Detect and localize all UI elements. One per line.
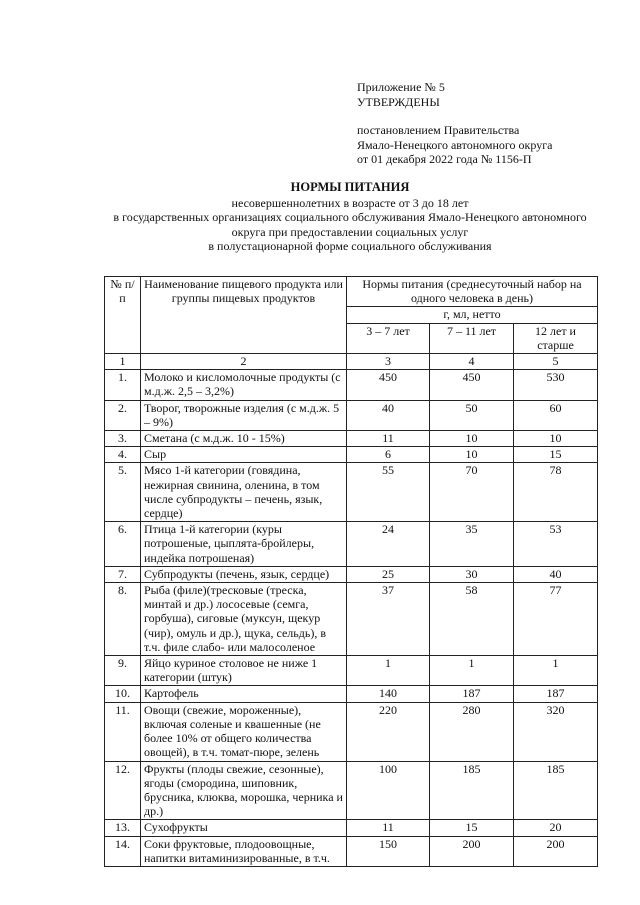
norm-age-7-11: 70 (430, 463, 514, 522)
norm-age-12-plus: 200 (514, 836, 598, 866)
norm-age-3-7: 25 (347, 566, 430, 582)
header-age-12-plus: 12 лет и старше (514, 323, 598, 353)
norm-age-3-7: 6 (347, 447, 430, 463)
norm-age-12-plus: 53 (514, 522, 598, 567)
norm-age-7-11: 10 (430, 447, 514, 463)
norm-age-7-11: 200 (430, 836, 514, 866)
norm-age-3-7: 55 (347, 463, 430, 522)
norm-age-12-plus: 10 (514, 431, 598, 447)
norm-age-12-plus: 15 (514, 447, 598, 463)
table-row (105, 566, 598, 582)
norm-age-7-11: 187 (430, 686, 514, 702)
table-row (105, 656, 598, 686)
header-row (105, 277, 598, 307)
norm-age-7-11: 10 (430, 431, 514, 447)
row-number: 13. (105, 820, 141, 836)
row-number: 1. (105, 370, 141, 400)
norm-age-12-plus: 60 (514, 400, 598, 430)
norm-age-7-11: 1 (430, 656, 514, 686)
norm-age-3-7: 150 (347, 836, 430, 866)
product-name: Молоко и кисломолочные продукты (с м.д.ж. 2,5 – 3,2%) (141, 370, 347, 400)
table-row (105, 761, 598, 820)
product-name: Сметана (с м.д.ж. 10 - 15%) (141, 431, 347, 447)
product-name: Овощи (свежие, мороженные), включая соленые и квашенные (не более 10% от общего количества овощей), в т.ч. томат-пюре, зелень (141, 702, 347, 761)
resolution-line: постановлением Правительства (357, 123, 520, 137)
resolution-date: от 01 декабря 2022 года № 1156-П (357, 152, 532, 166)
norm-age-3-7: 37 (347, 583, 430, 656)
index-cell: 5 (514, 354, 598, 370)
index-cell: 4 (430, 354, 514, 370)
approval-block (357, 80, 627, 167)
index-cell: 3 (347, 354, 430, 370)
norm-age-3-7: 11 (347, 431, 430, 447)
index-cell: 1 (105, 354, 141, 370)
column-index-row (105, 354, 598, 370)
norm-age-7-11: 280 (430, 702, 514, 761)
norm-age-3-7: 450 (347, 370, 430, 400)
norm-age-3-7: 220 (347, 702, 430, 761)
product-name: Мясо 1-й категории (говядина, нежирная свинина, оленина, в том числе субпродукты – печень, язык, сердце) (141, 463, 347, 522)
norm-age-3-7: 40 (347, 400, 430, 430)
norm-age-7-11: 450 (430, 370, 514, 400)
norm-age-12-plus: 185 (514, 761, 598, 820)
norm-age-7-11: 35 (430, 522, 514, 567)
norm-age-3-7: 24 (347, 522, 430, 567)
table-row (105, 583, 598, 656)
product-name: Творог, творожные изделия (с м.д.ж. 5 – 9%) (141, 400, 347, 430)
subtitle-line-3: округа при предоставлении социальных услуг (231, 224, 469, 239)
appendix-label: Приложение № 5 (357, 80, 445, 94)
product-name: Картофель (141, 686, 347, 702)
row-number: 3. (105, 431, 141, 447)
document-title: НОРМЫ ПИТАНИЯ (290, 180, 410, 194)
row-number: 8. (105, 583, 141, 656)
index-cell: 2 (141, 354, 347, 370)
product-name: Сыр (141, 447, 347, 463)
norm-age-3-7: 11 (347, 820, 430, 836)
norm-age-12-plus: 20 (514, 820, 598, 836)
header-num: № п/п (105, 277, 141, 354)
product-name: Рыба (филе)(тресковые (треска, минтай и др.) лососевые (семга, горбуша), сиговые (муксун, щекур (чир), омуль и др.), щука, сельдь), в т.ч. филе слабо- или малосоленое (141, 583, 347, 656)
norm-age-7-11: 30 (430, 566, 514, 582)
region-line: Ямало-Ненецкого автономного округа (357, 137, 553, 152)
row-number: 7. (105, 566, 141, 582)
norm-age-12-plus: 1 (514, 656, 598, 686)
norm-age-7-11: 185 (430, 761, 514, 820)
product-name: Птица 1-й категории (куры потрошеные, цыплята-бройлеры, индейка потрошеная) (141, 522, 347, 567)
table-row (105, 820, 598, 836)
norm-age-12-plus: 78 (514, 463, 598, 522)
product-name: Яйцо куриное столовое не ниже 1 категории (штук) (141, 656, 347, 686)
product-name: Соки фруктовые, плодоовощные, напитки витаминизированные, в т.ч. (141, 836, 347, 866)
norm-age-3-7: 100 (347, 761, 430, 820)
norm-age-3-7: 1 (347, 656, 430, 686)
header-unit: г, мл, нетто (347, 307, 598, 323)
norm-age-12-plus: 187 (514, 686, 598, 702)
header-age-3-7: 3 – 7 лет (347, 323, 430, 353)
product-name: Сухофрукты (141, 820, 347, 836)
table-row (105, 702, 598, 761)
row-number: 4. (105, 447, 141, 463)
table-row (105, 463, 598, 522)
norm-age-7-11: 58 (430, 583, 514, 656)
header-norms: Нормы питания (среднесуточный набор на одного человека в день) (347, 277, 598, 307)
norm-age-3-7: 140 (347, 686, 430, 702)
table-row (105, 522, 598, 567)
norm-age-7-11: 15 (430, 820, 514, 836)
subtitle-line-2: в государственных организациях социального обслуживания Ямало-Ненецкого автономного (113, 210, 587, 224)
row-number: 11. (105, 702, 141, 761)
product-name: Фрукты (плоды свежие, сезонные), ягоды (смородина, шиповник, брусника, клюква, морошка, черника и др.) (141, 761, 347, 820)
table-row (105, 370, 598, 400)
row-number: 10. (105, 686, 141, 702)
table-row (105, 686, 598, 702)
nutrition-norms-table (104, 276, 598, 867)
subtitle-line-4: в полустационарной форме социального обслуживания (208, 239, 492, 253)
norm-age-12-plus: 77 (514, 583, 598, 656)
row-number: 14. (105, 836, 141, 866)
row-number: 5. (105, 463, 141, 522)
norm-age-12-plus: 40 (514, 566, 598, 582)
table-row (105, 836, 598, 866)
row-number: 9. (105, 656, 141, 686)
approved-label: УТВЕРЖДЕНЫ (357, 94, 440, 109)
row-number: 6. (105, 522, 141, 567)
row-number: 12. (105, 761, 141, 820)
norm-age-12-plus: 320 (514, 702, 598, 761)
document-title-block (40, 180, 640, 254)
norm-age-7-11: 50 (430, 400, 514, 430)
table-row (105, 431, 598, 447)
table-row (105, 447, 598, 463)
header-age-7-11: 7 – 11 лет (430, 323, 514, 353)
product-name: Субпродукты (печень, язык, сердце) (141, 566, 347, 582)
norm-age-12-plus: 530 (514, 370, 598, 400)
table-row (105, 400, 598, 430)
header-product-name: Наименование пищевого продукта или группы пищевых продуктов (141, 277, 347, 354)
row-number: 2. (105, 400, 141, 430)
subtitle-line-1: несовершеннолетних в возрасте от 3 до 18 лет (231, 195, 469, 210)
